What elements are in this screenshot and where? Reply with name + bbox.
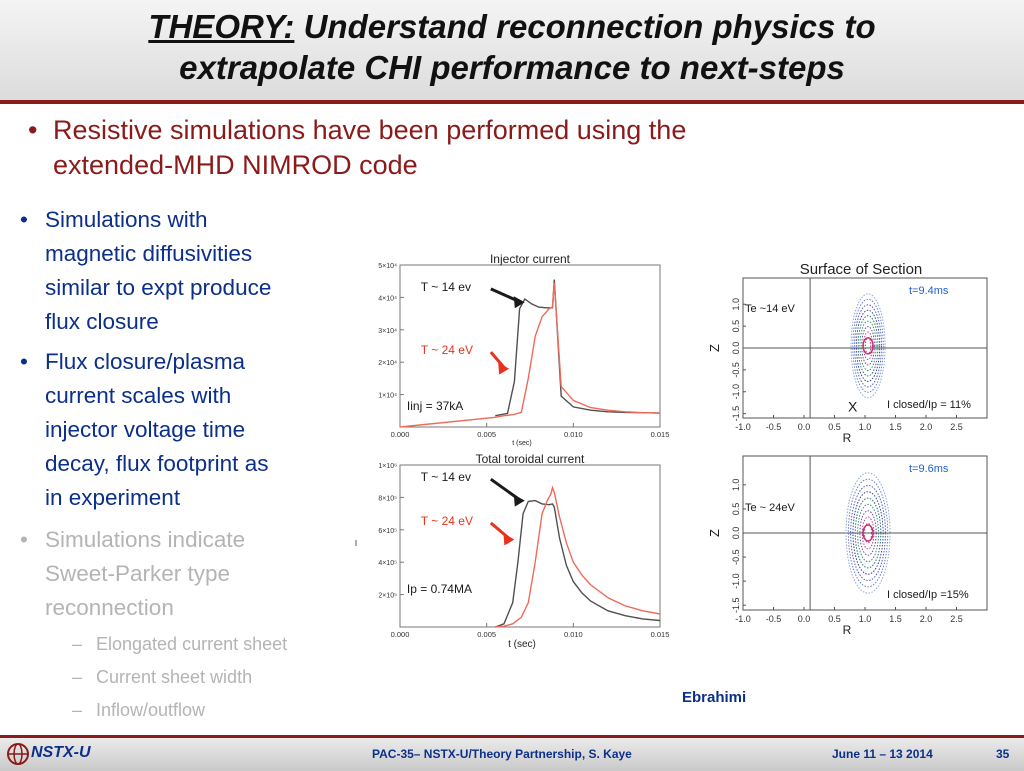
y-tick-label: -1.0 (731, 573, 741, 589)
annotation-label: T ~ 14 ev (420, 470, 471, 485)
x-tick-label: 0.5 (828, 422, 841, 432)
footer-center: PAC-35– NSTX-U/Theory Partnership, S. Kaye (372, 747, 632, 761)
x-tick-label: 0.0 (797, 614, 811, 624)
te-label: Te ~14 eV (745, 303, 795, 315)
time-trace-charts (348, 252, 670, 650)
y-tick-label: 0.0 (731, 526, 741, 540)
x-tick-label: 0.005 (477, 430, 497, 439)
y-tick-label: 3×10⁴ (378, 327, 397, 335)
bullet-line: flux closure (45, 309, 159, 334)
y-axis-label: Z (707, 529, 722, 537)
bullet-line: decay, flux footprint as (45, 451, 269, 476)
y-tick-label: 1×10⁶ (378, 463, 397, 470)
subbullet-text: Current sheet width (96, 667, 253, 687)
x-tick-label: 0.000 (390, 630, 410, 639)
y-tick-label: 0.0 (731, 341, 741, 355)
closed-fraction-label: I closed/Ip = 11% (887, 399, 971, 411)
x-tick-label: 0.0 (797, 422, 811, 432)
subbullet-text: Elongated current sheet (96, 634, 288, 654)
x-tick-label: 0.010 (563, 630, 583, 639)
y-tick-label: 4×10⁴ (378, 295, 397, 303)
time-label: t=9.6ms (909, 463, 949, 475)
y-tick-label: 6×10⁵ (378, 527, 397, 535)
x-tick-label: 0.010 (563, 430, 583, 439)
footer (0, 735, 1024, 771)
footer-date: June 11 – 13 2014 (832, 747, 933, 761)
subbullet-current-sheet (72, 632, 287, 656)
x-tick-label: 1.5 (889, 422, 902, 432)
y-tick-label: 8×10⁵ (378, 495, 397, 503)
x-tick-label: 0.015 (650, 630, 670, 639)
x-tick-label: -0.5 (765, 422, 782, 432)
title-line-1 (0, 6, 1024, 47)
main-bullet-line-2: extended-MHD NIMROD code (53, 150, 418, 180)
bullet-line: injector voltage time (45, 417, 246, 442)
y-tick-label: -1.5 (731, 597, 741, 613)
bullet-line: Simulations with (45, 207, 208, 232)
bullet-dot-icon: • (28, 115, 38, 145)
bullet-line: Flux closure/plasma (45, 349, 246, 374)
bullet-line: similar to expt produce (45, 275, 272, 300)
chart-title: Surface of Section (799, 261, 923, 278)
chart-title: Injector current (489, 252, 571, 266)
time-label: t=9.4ms (909, 285, 949, 297)
annotation-label: Iinj = 37kA (406, 399, 464, 414)
surface-of-section-charts (705, 258, 990, 638)
dash-icon: – (72, 634, 83, 654)
title-line-2: extrapolate CHI performance to next-steps (179, 49, 845, 86)
title-line-1-text: Understand reconnection physics to (294, 8, 876, 45)
bullet-dot-icon: • (20, 207, 28, 232)
arrow-head-icon (503, 534, 514, 546)
x-tick-label: 0.5 (828, 614, 841, 624)
y-tick-label: 0.5 (731, 319, 741, 333)
annotation-label: T ~ 24 eV (420, 343, 473, 358)
chart-title: Total toroidal current (475, 452, 585, 466)
x-axis-label: R (842, 431, 852, 445)
subbullet-inflow (72, 698, 205, 722)
x-tick-label: 2.0 (919, 614, 933, 624)
y-tick-label: -1.0 (731, 383, 741, 400)
te-label: Te ~ 24eV (745, 502, 795, 514)
bullet-sweet-parker (20, 523, 340, 625)
x-tick-label: -1.0 (735, 614, 751, 624)
x-tick-label: 2.0 (919, 422, 933, 432)
arrow-head-icon (498, 363, 509, 375)
bullet-dot-icon: • (20, 349, 28, 374)
page-number: 35 (996, 747, 1010, 761)
bullet-line: current scales with (45, 383, 232, 408)
x-tick-label: 0.000 (390, 430, 410, 439)
y-tick-label: 2×10⁵ (378, 592, 397, 600)
y-axis-label: Z (707, 344, 722, 352)
arrow-head-icon (514, 296, 525, 308)
bullet-line: in experiment (45, 485, 181, 510)
main-bullet (28, 113, 888, 183)
arrow-head-icon (514, 495, 525, 507)
credit-author: Ebrahimi (682, 689, 747, 706)
footer-logo-text: NSTX-U (31, 744, 91, 761)
x-tick-label: 2.5 (950, 422, 963, 432)
x-axis-label: t (sec) (512, 440, 532, 447)
y-axis-label: I (354, 539, 358, 548)
bullet-flux-closure (20, 345, 340, 515)
y-tick-label: -0.5 (731, 549, 741, 565)
bullet-line: reconnection (45, 595, 174, 620)
closed-fraction-label: I closed/Ip =15% (887, 589, 969, 601)
y-tick-label: -1.5 (731, 405, 741, 422)
y-tick-label: 5×10⁴ (378, 263, 397, 270)
main-bullet-line-1: Resistive simulations have been performed using the (53, 115, 687, 145)
y-tick-label: 1.0 (731, 478, 741, 492)
x-tick-label: 1.0 (858, 422, 872, 432)
x-tick-label: 1.0 (858, 614, 872, 624)
y-tick-label: 1.0 (731, 297, 741, 311)
y-tick-label: 0.5 (731, 502, 741, 516)
bullet-line: magnetic diffusivities (45, 241, 253, 266)
x-tick-label: 1.5 (889, 614, 902, 624)
plot-frame (400, 465, 660, 627)
annotation-label: T ~ 14 ev (420, 279, 471, 294)
subbullet-text: Inflow/outflow (96, 700, 206, 720)
subbullet-sheet-width (72, 665, 252, 689)
magnetic-axis (863, 338, 873, 354)
flux-surface (865, 338, 870, 355)
x-tick-label: 0.015 (650, 430, 670, 439)
annotation-label: T ~ 24 eV (420, 513, 473, 528)
y-tick-label: 2×10⁴ (378, 360, 397, 368)
y-tick-label: -0.5 (731, 362, 741, 378)
x-axis-label: t (sec) (508, 639, 536, 650)
bullet-simulations (20, 203, 340, 339)
series-line (495, 488, 660, 627)
x-tick-label: -0.5 (765, 614, 782, 624)
annotation-label: Ip = 0.74MA (406, 581, 472, 596)
flux-surface (858, 316, 878, 376)
x-tick-label: 0.005 (477, 630, 497, 639)
flux-surface (853, 299, 883, 392)
x-axis-label: R (842, 623, 852, 637)
dash-icon: – (72, 700, 83, 720)
nstx-logo-icon (6, 742, 30, 766)
x-tick-label: -1.0 (735, 422, 751, 432)
bullet-line: Simulations indicate (45, 527, 246, 552)
slide-title (0, 6, 1024, 88)
y-tick-label: 1×10⁴ (378, 392, 397, 400)
bullet-line: Sweet-Parker type (45, 561, 231, 586)
bullet-dot-icon: • (20, 527, 28, 552)
y-tick-label: 4×10⁵ (378, 560, 397, 568)
title-tag: THEORY: (148, 8, 295, 45)
dash-icon: – (72, 667, 83, 687)
x-point-label: X (848, 398, 858, 415)
x-tick-label: 2.5 (950, 614, 963, 624)
